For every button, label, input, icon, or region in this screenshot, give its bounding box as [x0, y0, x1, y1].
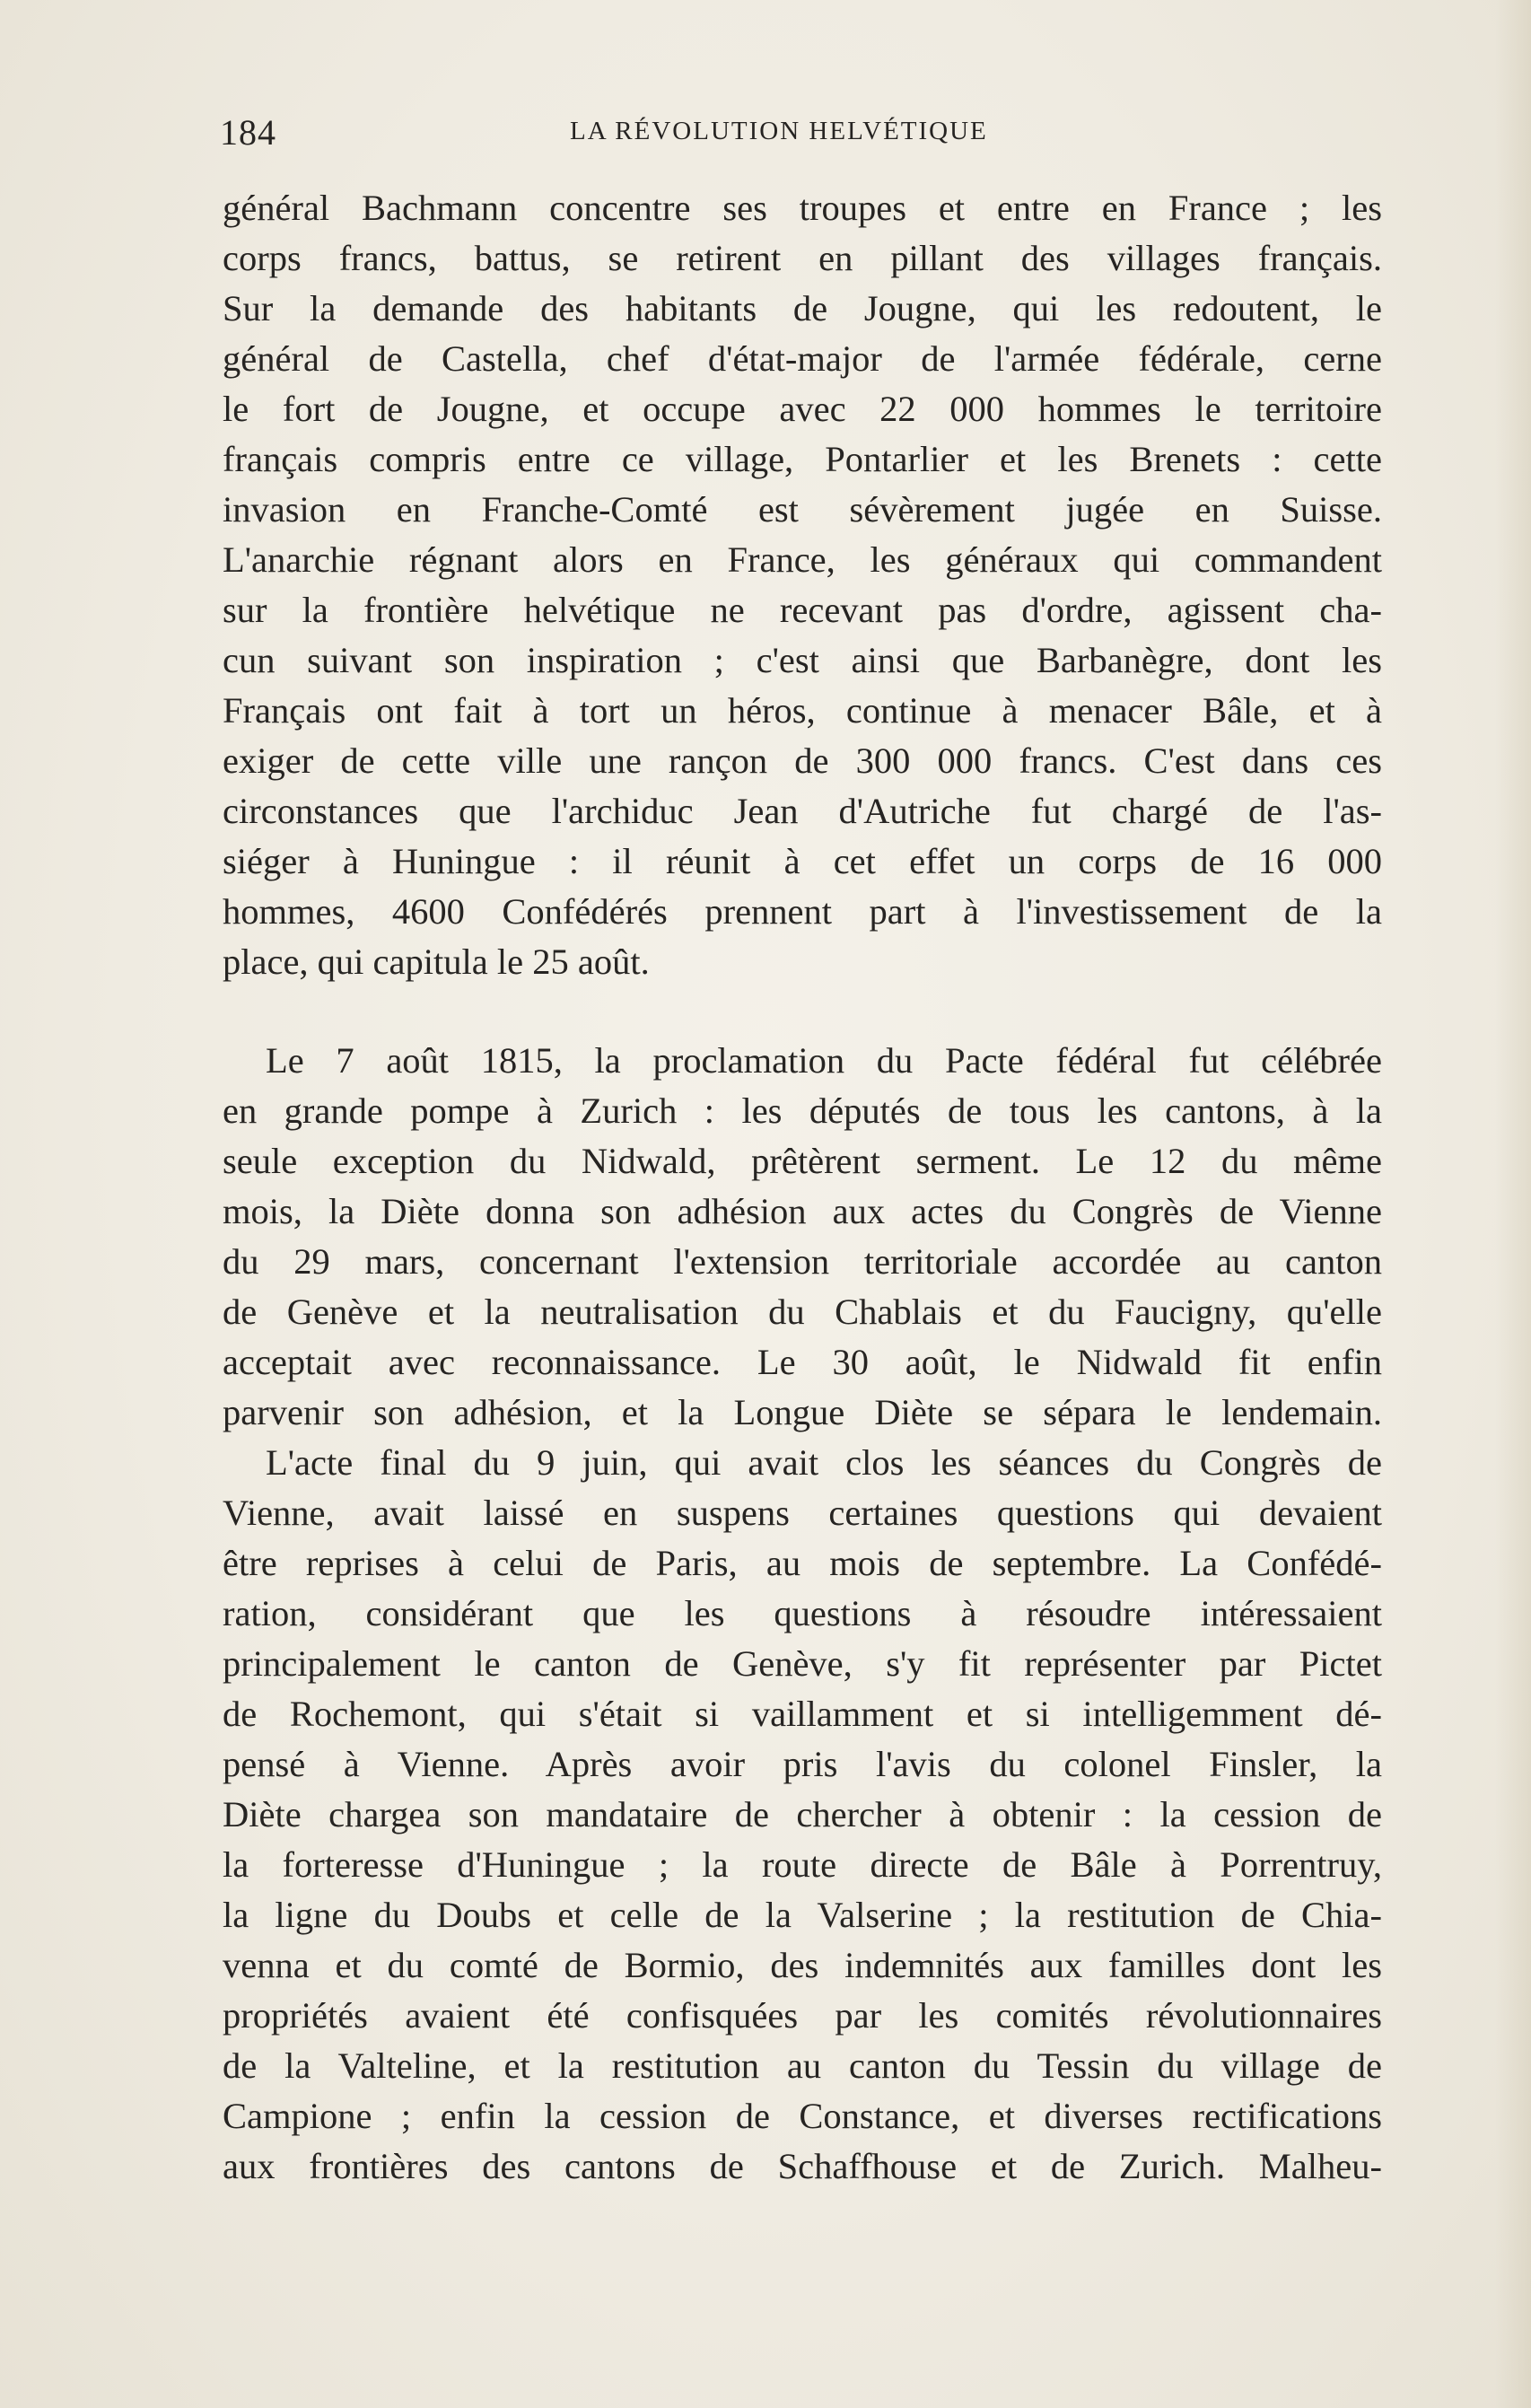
- paragraph-3: [223, 1438, 1382, 2192]
- text-line: aux frontières des cantons de Schaffhouse et de Zurich. Malheu-: [223, 2146, 1382, 2186]
- text-line: de Genève et la neutralisation du Chablais et du Faucigny, qu'elle: [223, 1292, 1382, 1332]
- text-line: être reprises à celui de Paris, au mois de septembre. La Confédé-: [223, 1543, 1382, 1583]
- text-line: de la Valteline, et la restitution au canton du Tessin du village de: [223, 2045, 1382, 2086]
- page-header: [220, 111, 1382, 156]
- text-line: la forteresse d'Huningue ; la route directe de Bâle à Porrentruy,: [223, 1844, 1382, 1885]
- text-line: cun suivant son inspiration ; c'est ainsi que Barbanègre, dont les: [223, 640, 1382, 680]
- text-line: hommes, 4600 Confédérés prennent part à l'investissement de la: [223, 891, 1382, 932]
- text-line: du 29 mars, concernant l'extension territoriale accordée au canton: [223, 1241, 1382, 1282]
- text-line: Le 7 août 1815, la proclamation du Pacte fédéral fut célébrée: [266, 1040, 1382, 1081]
- text-line: de Rochemont, qui s'était si vaillamment et si intelligemment dé-: [223, 1694, 1382, 1734]
- text-line: sur la frontière helvétique ne recevant pas d'ordre, agissent cha-: [223, 590, 1382, 630]
- page-number: 184: [220, 112, 276, 153]
- text-line: mois, la Diète donna son adhésion aux actes du Congrès de Vienne: [223, 1191, 1382, 1231]
- text-line: en grande pompe à Zurich : les députés de tous les cantons, à la: [223, 1090, 1382, 1131]
- text-line: ration, considérant que les questions à résoudre intéressaient: [223, 1593, 1382, 1633]
- text-line: principalement le canton de Genève, s'y fit représenter par Pictet: [223, 1643, 1382, 1684]
- text-line: général de Castella, chef d'état-major de l'armée fédérale, cerne: [223, 338, 1382, 379]
- text-line: seule exception du Nidwald, prêtèrent serment. Le 12 du même: [223, 1141, 1382, 1181]
- text-line: Diète chargea son mandataire de chercher à obtenir : la cession de: [223, 1794, 1382, 1834]
- paragraph-2: [223, 1036, 1382, 1438]
- text-line: venna et du comté de Bormio, des indemnités aux familles dont les: [223, 1945, 1382, 1985]
- running-title: LA RÉVOLUTION HELVÉTIQUE: [570, 117, 988, 145]
- text-line: acceptait avec reconnaissance. Le 30 août, le Nidwald fit enfin: [223, 1342, 1382, 1382]
- text-line: exiger de cette ville une rançon de 300 000 francs. C'est dans ces: [223, 740, 1382, 781]
- text-line: L'acte final du 9 juin, qui avait clos les séances du Congrès de: [266, 1442, 1382, 1483]
- page-edge-shadow: [1495, 0, 1531, 2408]
- paragraph-1: [223, 183, 1382, 987]
- text-line: Français ont fait à tort un héros, continue à menacer Bâle, et à: [223, 690, 1382, 731]
- body-text: [223, 183, 1382, 2192]
- text-line: pensé à Vienne. Après avoir pris l'avis du colonel Finsler, la: [223, 1744, 1382, 1784]
- paragraph-gap: [223, 987, 1382, 1036]
- text-line: Sur la demande des habitants de Jougne, qui les redoutent, le: [223, 288, 1382, 328]
- text-line: la ligne du Doubs et celle de la Valserine ; la restitution de Chia-: [223, 1895, 1382, 1935]
- text-line: Campione ; enfin la cession de Constance, et diverses rectifications: [223, 2096, 1382, 2136]
- text-line: Vienne, avait laissé en suspens certaines questions qui devaient: [223, 1493, 1382, 1533]
- text-line: invasion en Franche-Comté est sévèrement jugée en Suisse.: [223, 489, 1382, 530]
- text-line: le fort de Jougne, et occupe avec 22 000 hommes le territoire: [223, 389, 1382, 429]
- text-line: place, qui capitula le 25 août.: [223, 941, 650, 982]
- text-line: français compris entre ce village, Pontarlier et les Brenets : cette: [223, 439, 1382, 479]
- text-line: corps francs, battus, se retirent en pillant des villages français.: [223, 238, 1382, 278]
- text-line: parvenir son adhésion, et la Longue Diète se sépara le lendemain.: [223, 1392, 1382, 1432]
- text-line: circonstances que l'archiduc Jean d'Autriche fut chargé de l'as-: [223, 791, 1382, 831]
- text-line: général Bachmann concentre ses troupes et entre en France ; les: [223, 188, 1382, 228]
- text-line: siéger à Huningue : il réunit à cet effet un corps de 16 000: [223, 841, 1382, 881]
- text-line: L'anarchie régnant alors en France, les généraux qui commandent: [223, 539, 1382, 580]
- text-line: propriétés avaient été confisquées par les comités révolutionnaires: [223, 1995, 1382, 2036]
